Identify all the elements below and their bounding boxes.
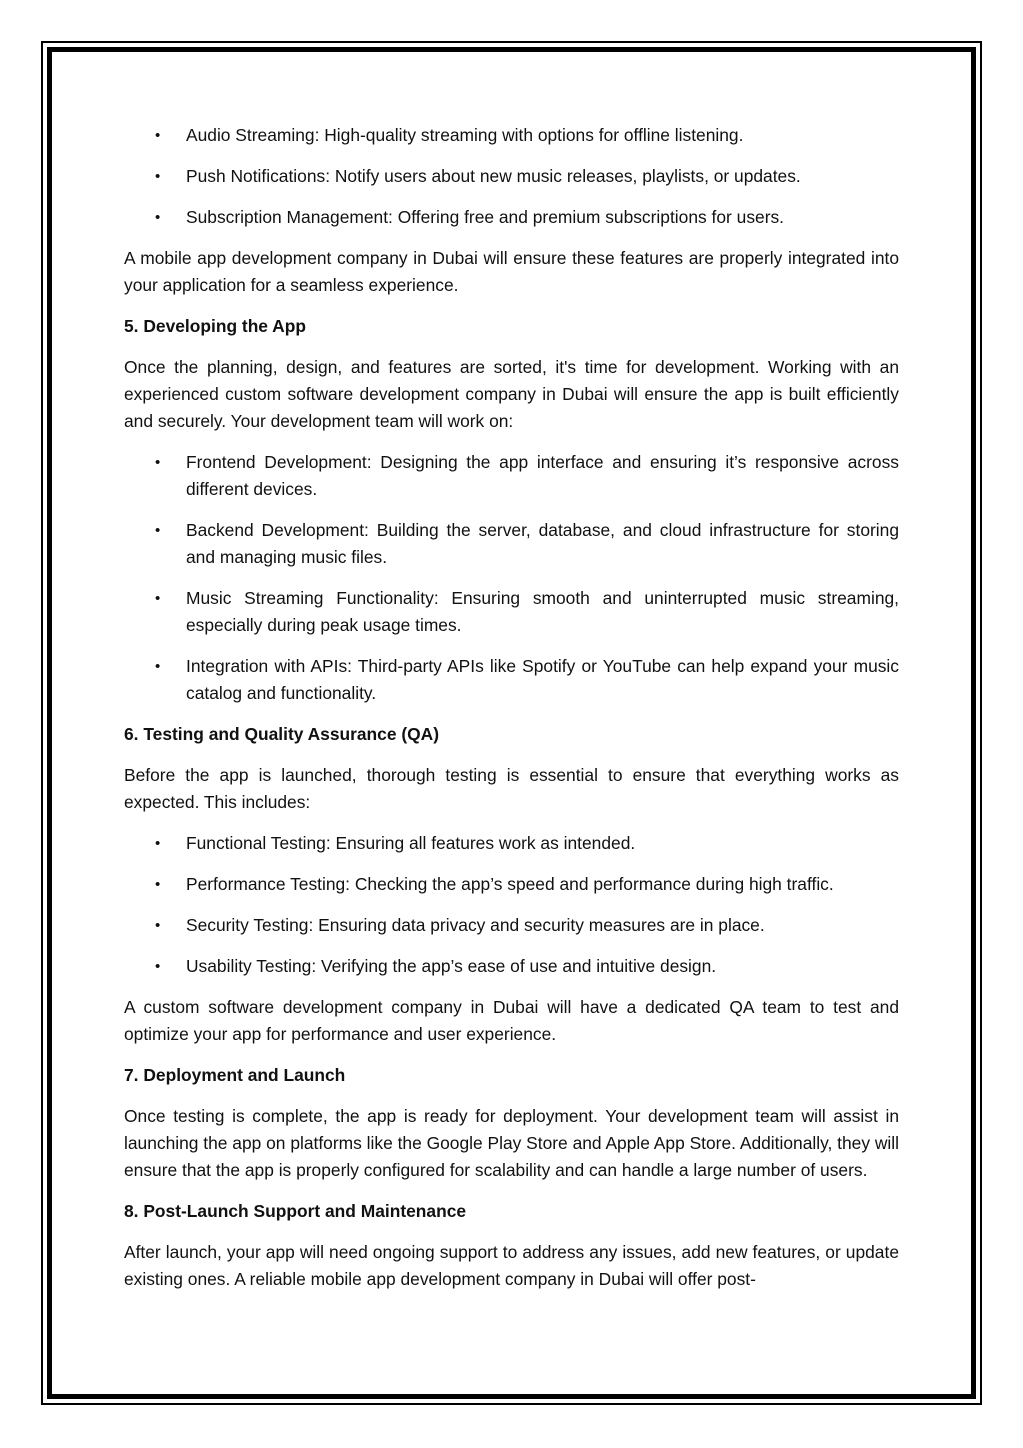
testing-list — [124, 830, 899, 980]
bullet-icon: • — [155, 590, 161, 607]
section-heading-8: 8. Post-Launch Support and Maintenance — [124, 1201, 467, 1221]
paragraph: After launch, your app will need ongoing support to address any issues, add new features, or update existing ones. A reliable mobile app development company in Dubai will offer post- — [124, 1242, 899, 1289]
bullet-icon: • — [155, 209, 161, 226]
section-heading-5: 5. Developing the App — [124, 316, 306, 336]
feature-list — [124, 122, 899, 231]
bullet-icon: • — [155, 876, 161, 893]
list-item: • Music Streaming Functionality: Ensuring smooth and uninterrupted music streaming, especially during peak usage times. — [124, 585, 899, 639]
bullet-icon: • — [155, 958, 161, 975]
section-heading-6: 6. Testing and Quality Assurance (QA) — [124, 724, 440, 744]
list-item: • Push Notifications: Notify users about new music releases, playlists, or updates. — [124, 163, 899, 190]
document-body — [124, 122, 899, 1307]
bullet-icon: • — [155, 917, 161, 934]
paragraph: Before the app is launched, thorough testing is essential to ensure that everything works as expected. This includes: — [124, 765, 899, 812]
paragraph: A mobile app development company in Dubai will ensure these features are properly integrated into your application for a seamless experience. — [124, 248, 899, 295]
bullet-icon: • — [155, 835, 161, 852]
list-item: • Backend Development: Building the server, database, and cloud infrastructure for storing and managing music files. — [124, 517, 899, 571]
development-list — [124, 449, 899, 707]
list-item: • Security Testing: Ensuring data privacy and security measures are in place. — [124, 912, 899, 939]
bullet-icon: • — [155, 168, 161, 185]
paragraph: Once testing is complete, the app is ready for deployment. Your development team will assist in launching the app on platforms like the Google Play Store and Apple App Store. Additionally, they will ensure that the app is properly configured for scalability and can handle a large number of users. — [124, 1106, 900, 1180]
list-item: • Performance Testing: Checking the app’s speed and performance during high traffic. — [124, 871, 899, 898]
paragraph: Once the planning, design, and features are sorted, it's time for development. Working with an experienced custom software development company in Dubai will ensure the app is built efficiently and securely. Your development team will work on: — [124, 357, 899, 431]
list-item: • Subscription Management: Offering free and premium subscriptions for users. — [124, 204, 899, 231]
list-item: • Audio Streaming: High-quality streaming with options for offline listening. — [124, 122, 899, 149]
section-heading-7: 7. Deployment and Launch — [124, 1065, 346, 1085]
paragraph: A custom software development company in Dubai will have a dedicated QA team to test and optimize your app for performance and user experience. — [124, 997, 899, 1044]
bullet-icon: • — [155, 522, 161, 539]
list-item: • Integration with APIs: Third-party APIs like Spotify or YouTube can help expand your music catalog and functionality. — [124, 653, 899, 707]
bullet-icon: • — [155, 658, 161, 675]
list-item: • Frontend Development: Designing the app interface and ensuring it’s responsive across different devices. — [124, 449, 899, 503]
bullet-icon: • — [155, 454, 161, 471]
list-item: • Functional Testing: Ensuring all features work as intended. — [124, 830, 899, 857]
bullet-icon: • — [155, 127, 161, 144]
list-item: • Usability Testing: Verifying the app’s ease of use and intuitive design. — [124, 953, 899, 980]
